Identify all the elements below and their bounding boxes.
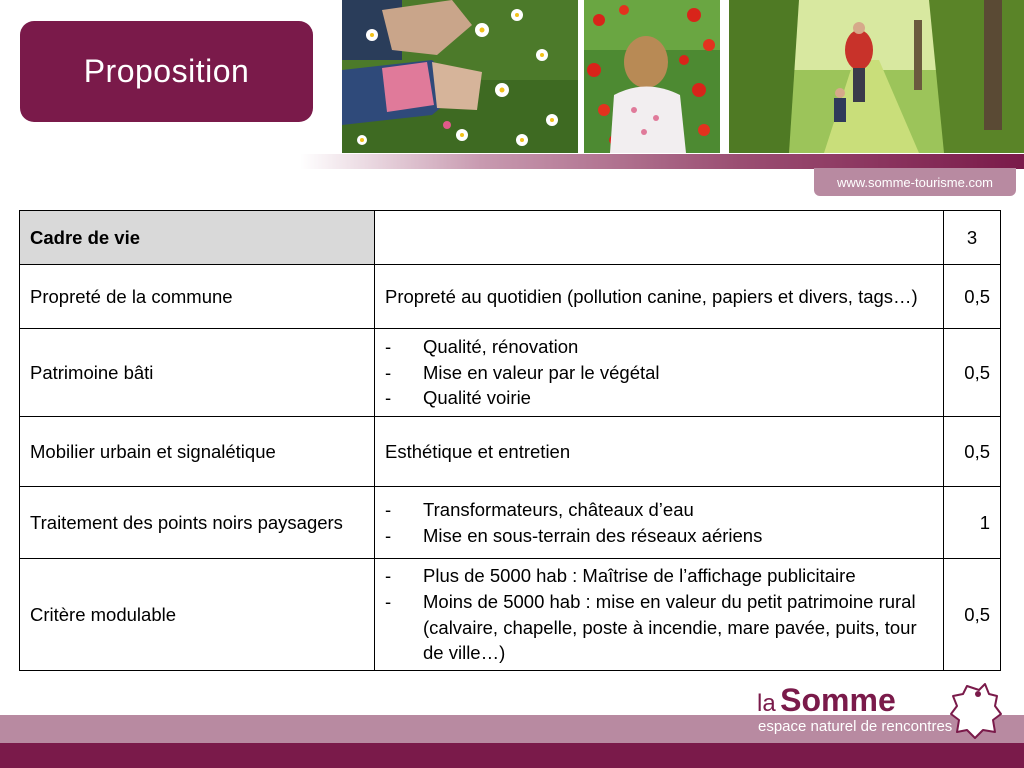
details-cell — [375, 487, 944, 559]
logo-prefix: la — [757, 690, 776, 717]
details-cell — [375, 329, 944, 417]
details-cell — [375, 559, 944, 671]
details-list — [385, 563, 933, 667]
points-cell: 0,5 — [944, 559, 1001, 671]
table-row — [20, 329, 1001, 417]
title-box — [20, 21, 313, 122]
list-item: - Qualité, rénovation — [385, 334, 933, 360]
list-item: - Plus de 5000 hab : Maîtrise de l’affichage publicitaire — [385, 563, 933, 589]
photo-child-poppies — [584, 0, 720, 153]
criterion-cell: Critère modulable — [20, 559, 375, 671]
list-item: - Transformateurs, châteaux d’eau — [385, 497, 933, 523]
table-row — [20, 265, 1001, 329]
points-cell: 1 — [944, 487, 1001, 559]
criterion-cell: Propreté de la commune — [20, 265, 375, 329]
criteria-table — [19, 210, 1001, 671]
header-label: Cadre de vie — [20, 211, 375, 265]
header-band — [300, 154, 1024, 169]
logo-tagline: espace naturel de rencontres — [758, 718, 953, 735]
table-header-row — [20, 211, 1001, 265]
points-cell: 0,5 — [944, 329, 1001, 417]
points-cell: 0,5 — [944, 265, 1001, 329]
list-item: - Moins de 5000 hab : mise en valeur du petit patrimoine rural (calvaire, chapelle, poste à incendie, mare pavée, puits, tour de ville…) — [385, 589, 933, 667]
logo-name: Somme — [780, 682, 896, 718]
criterion-cell: Traitement des points noirs paysagers — [20, 487, 375, 559]
header-description — [375, 211, 944, 265]
points-cell: 0,5 — [944, 417, 1001, 487]
details-cell: Propreté au quotidien (pollution canine, papiers et divers, tags…) — [375, 265, 944, 329]
details-cell: Esthétique et entretien — [375, 417, 944, 487]
criterion-cell: Patrimoine bâti — [20, 329, 375, 417]
table-row — [20, 417, 1001, 487]
photo-forest-path — [729, 0, 1024, 153]
website-url: www.somme-tourisme.com — [836, 174, 994, 190]
details-list — [385, 497, 933, 549]
logo-wordmark — [757, 682, 896, 719]
details-list — [385, 334, 933, 412]
table-row — [20, 487, 1001, 559]
list-item: - Mise en valeur par le végétal — [385, 360, 933, 386]
header-points: 3 — [944, 211, 1001, 265]
page-title: Proposition — [83, 53, 250, 89]
france-map-icon — [945, 680, 1005, 740]
criterion-cell: Mobilier urbain et signalétique — [20, 417, 375, 487]
website-tab — [814, 168, 1016, 196]
footer-band-dark — [0, 743, 1024, 768]
photo-daisies-hands — [342, 0, 578, 153]
list-item: - Mise en sous-terrain des réseaux aériens — [385, 523, 933, 549]
table-row — [20, 559, 1001, 671]
list-item: - Qualité voirie — [385, 385, 933, 411]
la-somme-logo — [740, 676, 1024, 746]
